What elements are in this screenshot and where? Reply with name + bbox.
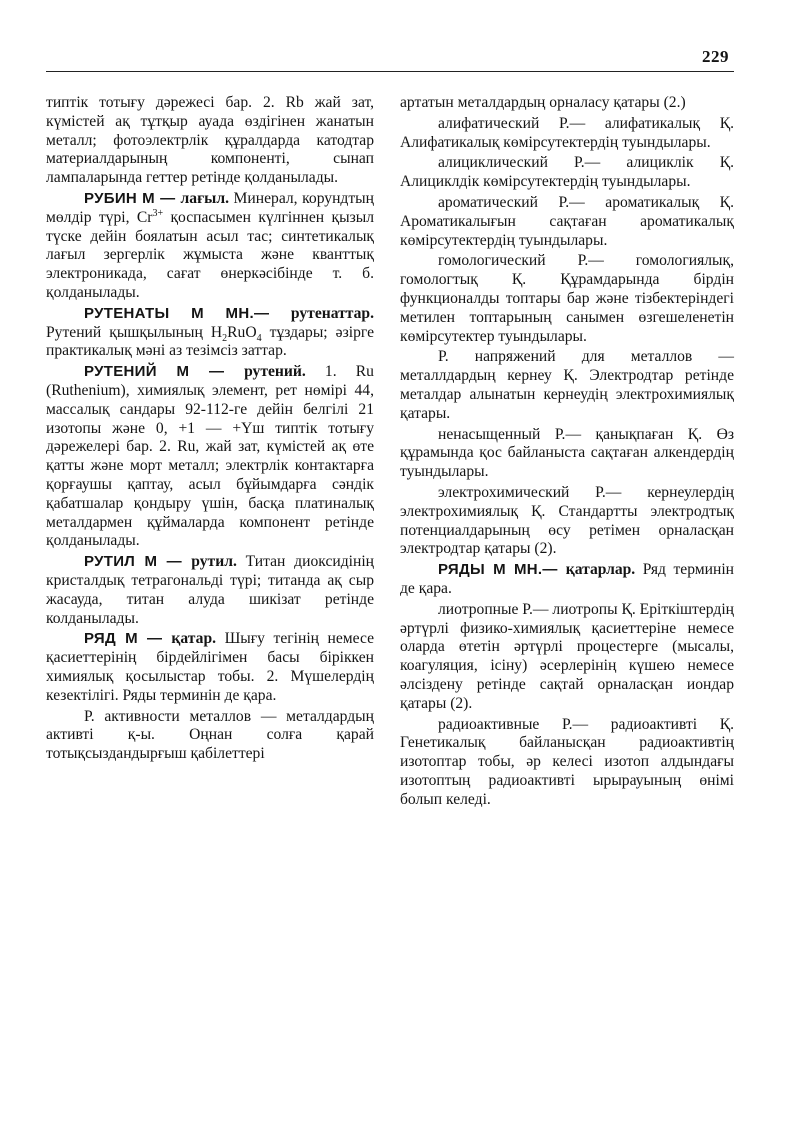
left-column [46, 94, 374, 766]
subentry-liotropnye [400, 601, 734, 714]
subentry-gomologicheskiy [400, 252, 734, 346]
entry-ruteniy [46, 363, 374, 551]
entry-continuation [46, 94, 374, 188]
entry-text: Минерал, корундтың мөлдір түрі, Cr [46, 189, 375, 226]
entry-text: Р. активности металлов — металдардың активті қ-ы. Оңнан солға қарай тотықсыздандырғыш қабілеттері [46, 707, 374, 763]
subentry-napryazheniy [400, 348, 734, 423]
translation: рутил. [191, 553, 237, 571]
entry-ryady [400, 561, 734, 599]
entry-text: тұздары; әзірге практикалық мәні аз тезімсіз заттар. [46, 323, 374, 360]
translation: қатар. [171, 630, 217, 648]
entry-rutil [46, 553, 374, 628]
entry-continuation [400, 94, 734, 113]
headword: РЯДЫ М МН.— [438, 561, 566, 579]
translation: лағыл. [180, 189, 229, 207]
entry-text: Рутений қышқылының H [46, 323, 223, 341]
headword: РУБИН М — [84, 189, 181, 207]
entry-rutenaty [46, 305, 374, 361]
subentry-aktivnosti [46, 708, 374, 764]
subentry-aromaticheskiy [400, 194, 734, 250]
headword: РУТЕНАТЫ М МН.— [84, 304, 291, 322]
entry-text: гомологический Р.— гомологиялық, гомологтық Қ. Құрамдарында бірдін функционалды топтары бар және тізбектеріндегі метилен топтарының санымен өзгешеленетін көмірсутектер туындылары. [400, 252, 734, 345]
entry-text: радиоактивные Р.— радиоактивті Қ. Генетикалық байланысқан радиоактивтің изотоптар тобы, әр келесі изотоп алдындағы изотоптың радиоактивті ырырауының өнімі болып келеді. [400, 715, 734, 808]
entry-rubin [46, 190, 374, 303]
entry-text: артатын металдардың орналасу қатары (2.) [400, 94, 686, 111]
subentry-elektrokhimicheskiy [400, 484, 734, 559]
headword: РУТЕНИЙ М — [84, 363, 245, 381]
subscript: 2 [222, 332, 228, 344]
subscript: 4 [256, 332, 262, 344]
entry-text: 1. Ru (Ruthenium), химиялық элемент, рет нөмірі 44, массалық сандары 92-112-ге дейін белгілі 21 изотопы және 0, +1 — +Үш типтік тотығу дәрежелері бар. 2. Ru, жай зат, күмістей ақ өте қатты және морт металл; электрлік контактарға қорғаушы қаптау, асыл бұйымдарға сәндік қабатшалар қондыру үшін, басқа платиналық металдармен құймаларда компонент ретінде қолданылады. [46, 363, 374, 550]
entry-text: ароматический Р.— ароматикалық Қ. Ароматикалығын сақтаған ароматикалық көмірсутектердің туындылары. [400, 193, 734, 249]
entry-text: Шығу тегінің немесе қасиеттерінің бірдейлігімен басы біріккен химиялық қосылыстар тобы. 2. Мүшелердің кезектілігі. Ряды терминін де қара. [46, 630, 375, 704]
entry-text: Ряд терминін де қара. [400, 561, 734, 597]
right-column [400, 94, 734, 811]
entry-text: Р. напряжений для металлов — металлдардың кернеу Қ. Электродтар ретінде металдар алынатын кернеудің электрохимиялық қатары. [400, 348, 734, 422]
translation: рутенаттар. [290, 304, 374, 322]
entry-text: қоспасымен күлгіннен қызыл түске дейін боялатын асыл тас; синтетикалық лағыл зергерлік жұмыста және кванттық электроникада, сағат өнеркәсібінде т. б. қолданылады. [46, 208, 374, 301]
entry-text: алифатический Р.— алифатикалық Қ. Алифатикалық көмірсутектердің туындылары. [400, 114, 734, 151]
translation: рутений. [244, 363, 306, 381]
translation: қатарлар. [565, 561, 636, 579]
headword: РУТИЛ М — [84, 553, 192, 571]
subentry-alifaticheskiy [400, 115, 734, 153]
entry-ryad [46, 630, 374, 705]
page-number: 229 [702, 47, 729, 66]
formula-part: RuO [227, 323, 257, 341]
entry-text: типтік тотығу дәрежесі бар. 2. Rb жай зат, күмістей ақ тұтқыр ауада өздігінен жанатын металл; фотоэлектрлік құралдарда катодтар материалдарының компоненті, сынап лампаларында геттер ретінде қолданылады. [46, 94, 374, 187]
header-rule [46, 71, 734, 72]
subentry-aliciklicheskiy [400, 154, 734, 192]
subentry-nenasyshchennyy [400, 426, 734, 482]
entry-text: лиотропные Р.— лиотропы Қ. Еріткіштердің әртүрлі физико-химиялық қасиеттеріне немесе оларда өтетін әртүрлі процестерге (мысалы, коагуляция, ісіну) әсерлерінің күшею немесе әлсіздену ретінде сақтай орналасқан иондар қатары (2). [400, 600, 734, 712]
entry-text: электрохимический Р.— кернеулердің электрохимиялық Қ. Стандартты электродтық потенциалдарының өсу ретімен орналасқан электродтар қатары (2). [400, 483, 734, 558]
headword: РЯД М — [84, 630, 172, 648]
entry-text: ненасыщенный Р.— қанықпаған Қ. Өз құрамында қос байланыста сақтаған алкендердің туындылары. [400, 425, 734, 481]
subentry-radioaktivnye [400, 716, 734, 810]
entry-text: алициклический Р.— алициклік Қ. Алициклдік көмірсутектердің туындылары. [400, 154, 734, 191]
superscript: 3+ [152, 207, 164, 219]
entry-text: Титан диоксидінің кристалдық тетрагональді түрі; титанда ақ сыр жасауда, титан алуда шикізат ретінде колданылады. [46, 553, 374, 627]
